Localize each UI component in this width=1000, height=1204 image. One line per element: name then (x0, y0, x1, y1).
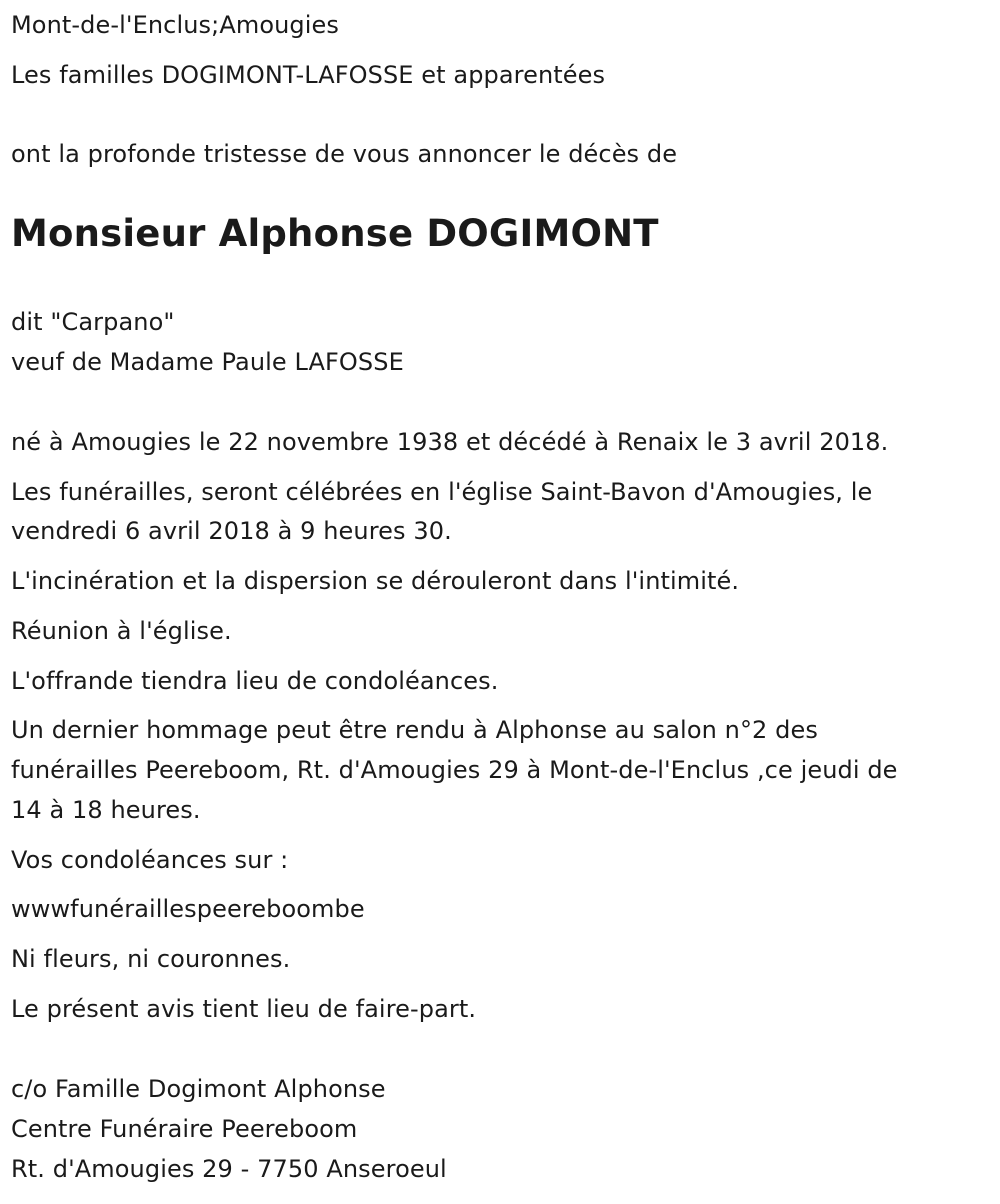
funeral-line-1: Les funérailles, seront célébrées en l'église Saint-Bavon d'Amougies, le (11, 478, 873, 506)
announcement-line: ont la profonde tristesse de vous annoncer le décès de (11, 140, 678, 168)
birth-death-line: né à Amougies le 22 novembre 1938 et décédé à Renaix le 3 avril 2018. (11, 428, 889, 456)
nickname-line: dit "Carpano" (11, 308, 175, 336)
tribute-line-3: 14 à 18 heures. (11, 796, 201, 824)
contact-line-3: Rt. d'Amougies 29 - 7750 Anseroeul (11, 1155, 447, 1183)
tribute-line-1: Un dernier hommage peut être rendu à Alphonse au salon n°2 des (11, 716, 818, 744)
tribute-line-2: funérailles Peereboom, Rt. d'Amougies 29 à Mont-de-l'Enclus ,ce jeudi de (11, 756, 898, 784)
meeting-line: Réunion à l'église. (11, 617, 232, 645)
condolences-label: Vos condoléances sur : (11, 846, 289, 874)
offering-line: L'offrande tiendra lieu de condoléances. (11, 667, 499, 695)
no-flowers-line: Ni fleurs, ni couronnes. (11, 945, 291, 973)
deceased-name: Monsieur Alphonse DOGIMONT (11, 212, 659, 255)
contact-line-1: c/o Famille Dogimont Alphonse (11, 1075, 386, 1103)
widower-line: veuf de Madame Paule LAFOSSE (11, 348, 404, 376)
families-line: Les familles DOGIMONT-LAFOSSE et apparentées (11, 61, 606, 89)
condolences-site: wwwfunéraillespeereboombe (11, 895, 365, 923)
funeral-line-2: vendredi 6 avril 2018 à 9 heures 30. (11, 517, 452, 545)
contact-line-2: Centre Funéraire Peereboom (11, 1115, 358, 1143)
faire-part-line: Le présent avis tient lieu de faire-part. (11, 995, 477, 1023)
location-line: Mont-de-l'Enclus;Amougies (11, 11, 339, 39)
incineration-line: L'incinération et la dispersion se dérouleront dans l'intimité. (11, 567, 740, 595)
